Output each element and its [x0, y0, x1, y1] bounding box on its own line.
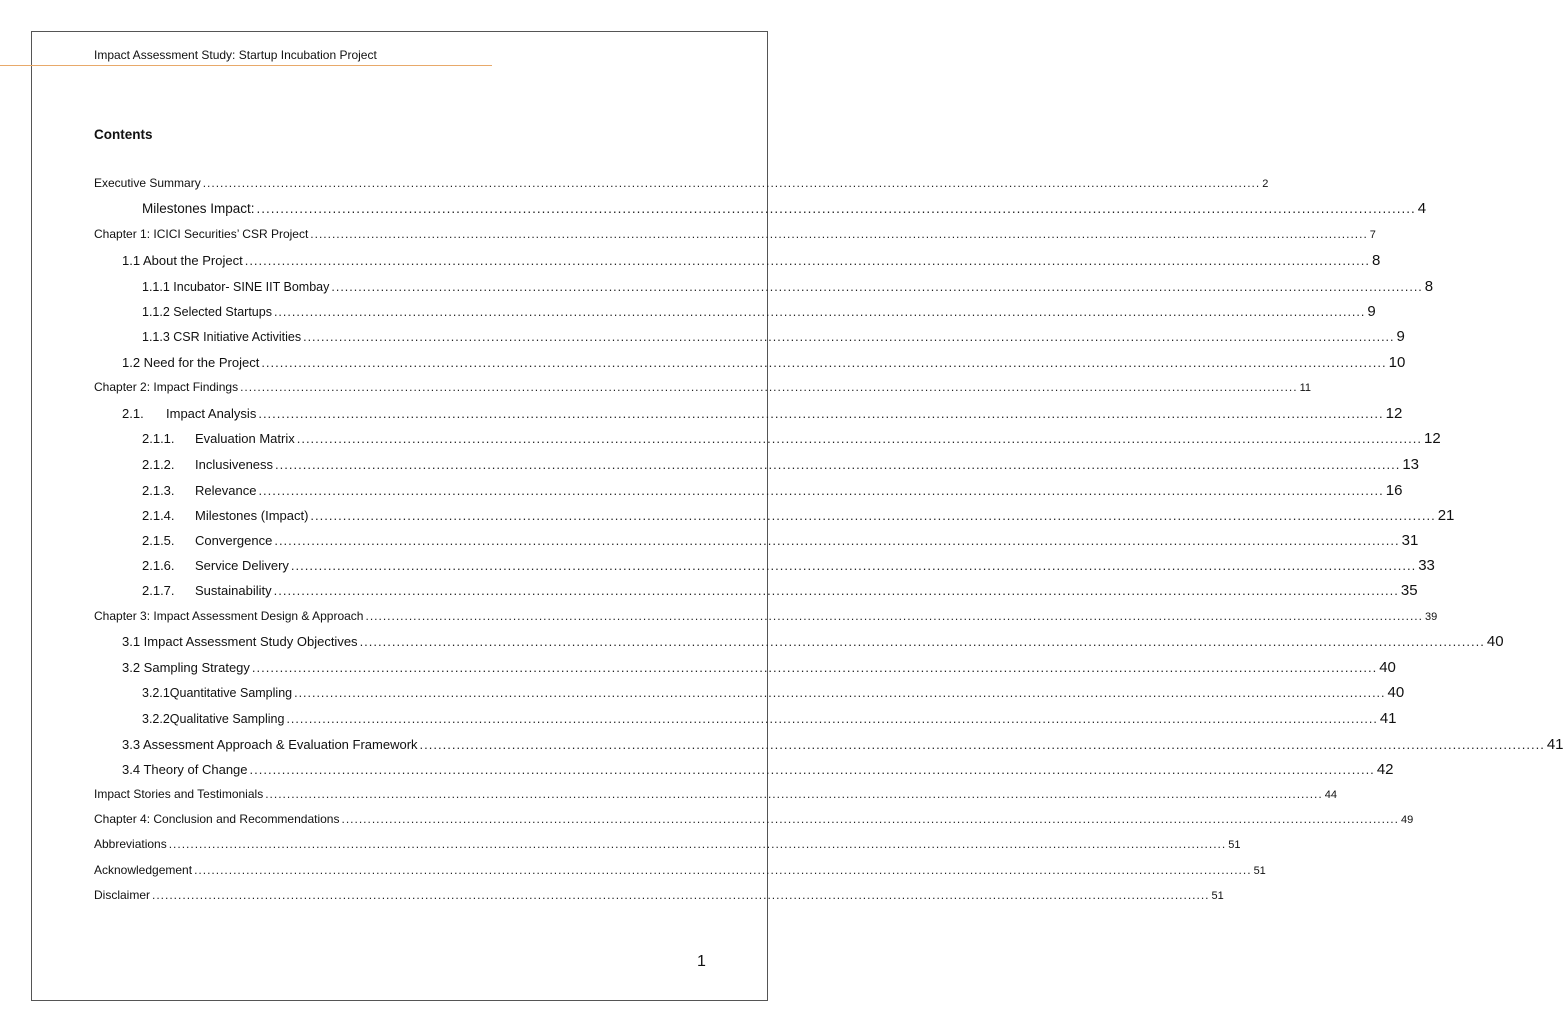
toc-entry[interactable]	[142, 482, 1403, 502]
toc-entry-label: 1.2 Need for the Project	[122, 355, 260, 370]
toc-entry-label: Disclaimer	[94, 888, 151, 902]
leader-dots: ....................................................................................................................................................................................................................................................	[296, 431, 1423, 446]
toc-entry[interactable]	[142, 507, 1455, 527]
leader-dots: ....................................................................................................................................................................................................................................................	[265, 787, 1323, 801]
toc-entry-page: 35	[1400, 582, 1418, 599]
toc-entry-page: 42	[1376, 761, 1394, 778]
toc-entry-page: 21	[1437, 507, 1455, 524]
toc-entry[interactable]	[142, 303, 1376, 323]
leader-dots: ....................................................................................................................................................................................................................................................	[365, 609, 1423, 623]
toc-entry[interactable]	[122, 354, 1406, 374]
toc-entry-number: 2.1.2.	[142, 457, 175, 472]
toc-entry[interactable]	[142, 328, 1405, 348]
toc-entry-page: 51	[1228, 839, 1241, 851]
toc-entry[interactable]	[122, 761, 1394, 781]
leader-dots: ....................................................................................................................................................................................................................................................	[152, 888, 1210, 902]
toc-entry-page: 9	[1396, 328, 1405, 345]
toc-entry-page: 44	[1324, 789, 1337, 801]
toc-entry[interactable]	[142, 710, 1397, 730]
toc-entry-label: Chapter 1: ICICI Securities’ CSR Project	[94, 227, 309, 241]
leader-dots: ....................................................................................................................................................................................................................................................	[310, 227, 1368, 241]
toc-entry-label: Impact Analysis	[166, 406, 257, 421]
toc-entry[interactable]	[94, 609, 1438, 629]
toc-entry-label: Service Delivery	[195, 558, 289, 573]
leader-dots: ....................................................................................................................................................................................................................................................	[256, 201, 1416, 216]
toc-entry-label: Sustainability	[195, 583, 272, 598]
leader-dots: ....................................................................................................................................................................................................................................................	[359, 634, 1485, 649]
toc-entry-label: 3.1 Impact Assessment Study Objectives	[122, 634, 358, 649]
toc-entry-label: Acknowledgement	[94, 863, 193, 877]
toc-entry-label: Abbreviations	[94, 837, 167, 851]
toc-entry-page: 40	[1379, 659, 1396, 676]
leader-dots: ....................................................................................................................................................................................................................................................	[290, 558, 1417, 573]
toc-entry[interactable]	[142, 684, 1405, 704]
toc-entry-label: 3.2.2Qualitative Sampling	[142, 712, 285, 726]
toc-entry-label: Chapter 4: Conclusion and Recommendations	[94, 812, 340, 826]
toc-entry-page: 16	[1385, 482, 1403, 499]
toc-entry-number: 2.1.6.	[142, 558, 175, 573]
toc-entry[interactable]	[94, 837, 1241, 857]
toc-entry-page: 51	[1253, 865, 1266, 877]
toc-entry-label: Chapter 3: Impact Assessment Design & Approach	[94, 609, 364, 623]
toc-entry-page: 12	[1424, 430, 1441, 447]
leader-dots: ....................................................................................................................................................................................................................................................	[258, 406, 1384, 421]
leader-dots: ....................................................................................................................................................................................................................................................	[261, 355, 1387, 370]
toc-entry[interactable]	[94, 176, 1269, 196]
toc-entry[interactable]	[142, 532, 1419, 552]
toc-entry-page: 40	[1486, 633, 1504, 650]
toc-entry-label: 3.2.1Quantitative Sampling	[142, 686, 293, 700]
toc-entry-number: 2.1.	[122, 406, 144, 421]
leader-dots: ....................................................................................................................................................................................................................................................	[275, 457, 1401, 472]
toc-entry-page: 49	[1400, 814, 1414, 826]
toc-entry-page: 2	[1262, 178, 1269, 190]
leader-dots: ....................................................................................................................................................................................................................................................	[251, 660, 1378, 675]
toc-entry-page: 4	[1417, 200, 1427, 217]
toc-entry-page: 7	[1369, 229, 1376, 241]
toc-entry[interactable]	[142, 557, 1435, 577]
toc-entry-page: 10	[1388, 354, 1406, 371]
toc-entry[interactable]	[142, 582, 1418, 602]
toc-entry-number: 2.1.5.	[142, 533, 175, 548]
toc-entry-page: 39	[1424, 611, 1438, 623]
toc-entry-label: Convergence	[195, 533, 273, 548]
leader-dots: ....................................................................................................................................................................................................................................................	[419, 737, 1545, 752]
toc-entry-number: 2.1.1.	[142, 431, 175, 446]
toc-entry[interactable]	[142, 200, 1427, 220]
leader-dots: ....................................................................................................................................................................................................................................................	[294, 686, 1386, 700]
toc-entry[interactable]	[94, 380, 1311, 400]
leader-dots: ....................................................................................................................................................................................................................................................	[202, 176, 1261, 190]
toc-entry[interactable]	[94, 888, 1224, 908]
leader-dots: ....................................................................................................................................................................................................................................................	[303, 330, 1395, 344]
toc-entry-page: 31	[1401, 532, 1419, 549]
toc-entry[interactable]	[94, 812, 1414, 832]
toc-entry-page: 8	[1424, 278, 1434, 295]
leader-dots: ....................................................................................................................................................................................................................................................	[274, 533, 1400, 548]
toc-entry-label: Milestones Impact:	[142, 201, 255, 216]
toc-entry-page: 13	[1402, 456, 1420, 473]
leader-dots: ....................................................................................................................................................................................................................................................	[331, 280, 1423, 294]
toc-entry-page: 9	[1367, 303, 1376, 320]
leader-dots: ....................................................................................................................................................................................................................................................	[273, 583, 1399, 598]
leader-dots: ....................................................................................................................................................................................................................................................	[194, 863, 1252, 877]
leader-dots: ....................................................................................................................................................................................................................................................	[341, 812, 1399, 826]
toc-entry[interactable]	[142, 456, 1420, 476]
toc-entry-label: 3.4 Theory of Change	[122, 762, 248, 777]
toc-entry[interactable]	[122, 405, 1403, 425]
toc-entry[interactable]	[142, 430, 1441, 450]
leader-dots: ....................................................................................................................................................................................................................................................	[240, 380, 1298, 394]
toc-entry[interactable]	[94, 227, 1376, 247]
toc-entry-label: 1.1.1 Incubator- SINE IIT Bombay	[142, 280, 330, 294]
leader-dots: ....................................................................................................................................................................................................................................................	[249, 762, 1375, 777]
toc-entry-number: 2.1.4.	[142, 508, 175, 523]
toc-entry-page: 12	[1385, 405, 1403, 422]
toc-entry[interactable]	[122, 633, 1504, 653]
toc-entry-label: Impact Stories and Testimonials	[94, 787, 264, 801]
toc-entry-label: Relevance	[195, 483, 257, 498]
toc-entry-label: Evaluation Matrix	[195, 431, 295, 446]
leader-dots: ....................................................................................................................................................................................................................................................	[168, 837, 1227, 851]
toc-entry-page: 11	[1299, 382, 1311, 394]
toc-entry-page: 41	[1379, 710, 1397, 727]
toc-entry-label: Executive Summary	[94, 176, 201, 190]
leader-dots: ....................................................................................................................................................................................................................................................	[310, 508, 1436, 523]
contents-heading: Contents	[94, 127, 153, 142]
toc-entry-page: 40	[1387, 684, 1405, 701]
leader-dots: ....................................................................................................................................................................................................................................................	[244, 253, 1370, 268]
toc-entry-page: 33	[1418, 557, 1435, 574]
toc-entry[interactable]	[94, 863, 1266, 883]
toc-entry-label: 3.2 Sampling Strategy	[122, 660, 250, 675]
leader-dots: ....................................................................................................................................................................................................................................................	[286, 712, 1378, 726]
toc-entry[interactable]	[122, 252, 1381, 272]
toc-entry-page: 8	[1372, 252, 1381, 269]
toc-entry-label: 1.1 About the Project	[122, 253, 243, 268]
leader-dots: ....................................................................................................................................................................................................................................................	[258, 483, 1384, 498]
toc-entry-label: 1.1.2 Selected Startups	[142, 305, 272, 319]
leader-dots: ....................................................................................................................................................................................................................................................	[273, 305, 1366, 319]
running-header: Impact Assessment Study: Startup Incubation Project	[94, 48, 377, 62]
toc-entry-label: 1.1.3 CSR Initiative Activities	[142, 330, 302, 344]
toc-entry-label: 3.3 Assessment Approach & Evaluation Framework	[122, 737, 418, 752]
toc-entry-label: Inclusiveness	[195, 457, 274, 472]
toc-entry[interactable]	[122, 736, 1564, 756]
toc-entry-number: 2.1.7.	[142, 583, 175, 598]
toc-entry-page: 51	[1211, 890, 1224, 902]
toc-entry-page: 41	[1546, 736, 1564, 753]
toc-entry[interactable]	[142, 278, 1434, 298]
toc-entry-number: 2.1.3.	[142, 483, 175, 498]
toc-entry[interactable]	[94, 787, 1337, 807]
toc-entry[interactable]	[122, 659, 1396, 679]
toc-entry-label: Milestones (Impact)	[195, 508, 309, 523]
toc-entry-label: Chapter 2: Impact Findings	[94, 380, 239, 394]
page-number: 1	[697, 953, 706, 970]
